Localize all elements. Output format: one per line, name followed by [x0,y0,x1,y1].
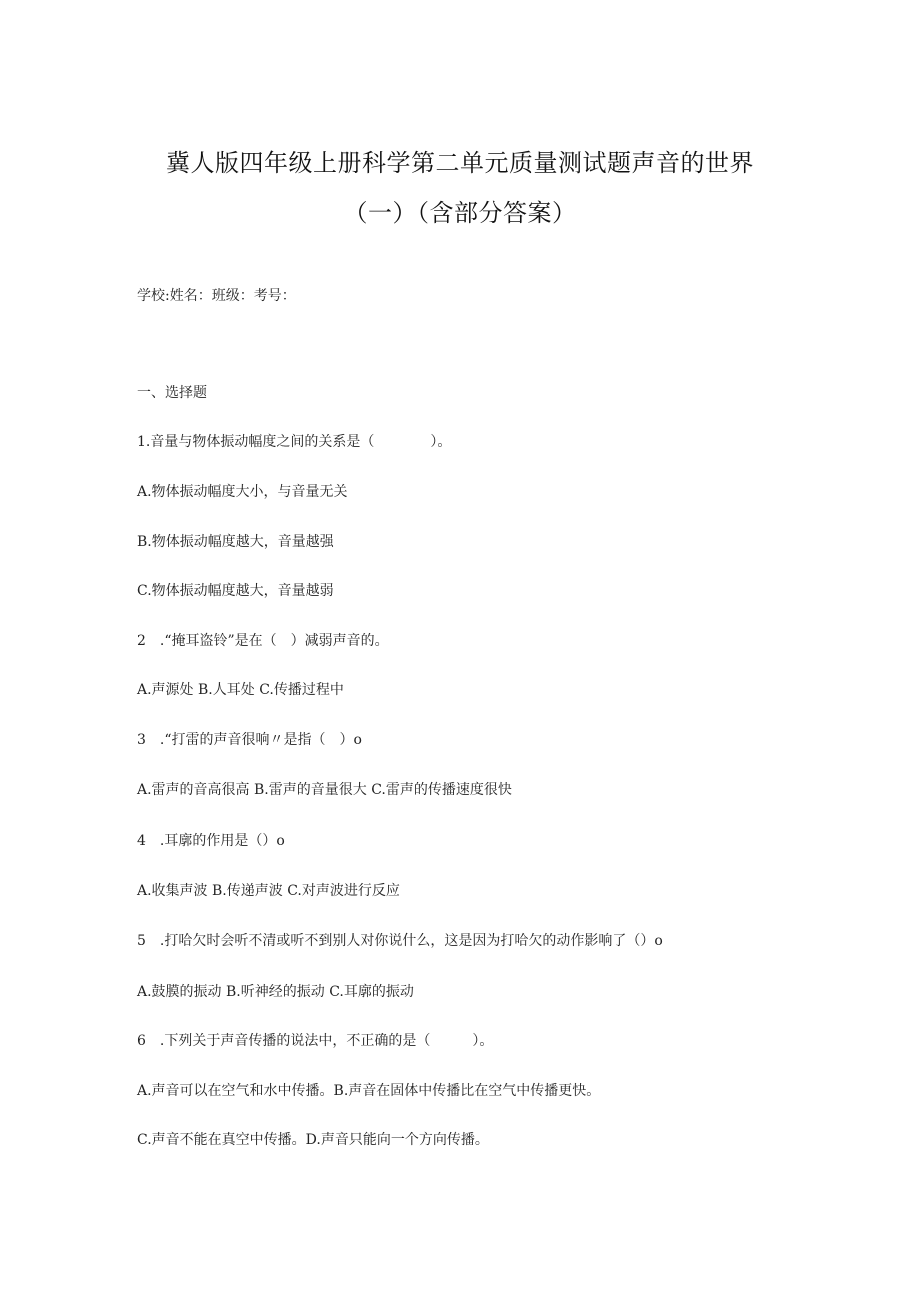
question-6-options-ab: A.声音可以在空气和水中传播。B.声音在固体中传播比在空气中传播更快。 [137,1083,601,1099]
question-1-option-b: B.物体振动幅度越大，音量越强 [137,534,334,550]
question-2-options: A.声源处 B.人耳处 C.传播过程中 [137,682,344,698]
question-1: 1.音量与物体振动幅度之间的关系是（ ）。 [137,434,452,450]
document-title-line-2: （一）（含部分答案） [343,199,577,227]
question-3-options: A.雷声的音高很高 B.雷声的音量很大 C.雷声的传播速度很快 [137,782,512,798]
question-5: 5 .打哈欠时会听不清或听不到别人对你说什么，这是因为打哈欠的动作影响了（）o [137,933,663,949]
question-5-options: A.鼓膜的振动 B.听神经的振动 C.耳廓的振动 [137,984,414,1000]
question-6-options-cd: C.声音不能在真空中传播。D.声音只能向一个方向传播。 [137,1132,489,1148]
question-6: 6 .下列关于声音传播的说法中，不正确的是（ ）。 [137,1033,494,1049]
question-4: 4 .耳廓的作用是（）o [137,833,285,849]
student-info-line: 学校:姓名：班级：考号： [137,288,296,304]
question-1-option-a: A.物体振动幅度大小，与音量无关 [137,484,348,500]
question-3: 3 .“打雷的声音很响〃是指（ ）o [137,732,362,748]
document-title-line-1: 冀人版四年级上册科学第二单元质量测试题声音的世界 [166,149,754,177]
question-2: 2 .“掩耳盗铃”是在（ ）减弱声音的。 [137,633,389,649]
question-4-options: A.收集声波 B.传递声波 C.对声波进行反应 [137,883,400,899]
question-1-option-c: C.物体振动幅度越大，音量越弱 [137,583,334,599]
section-heading: 一、选择题 [137,385,207,401]
